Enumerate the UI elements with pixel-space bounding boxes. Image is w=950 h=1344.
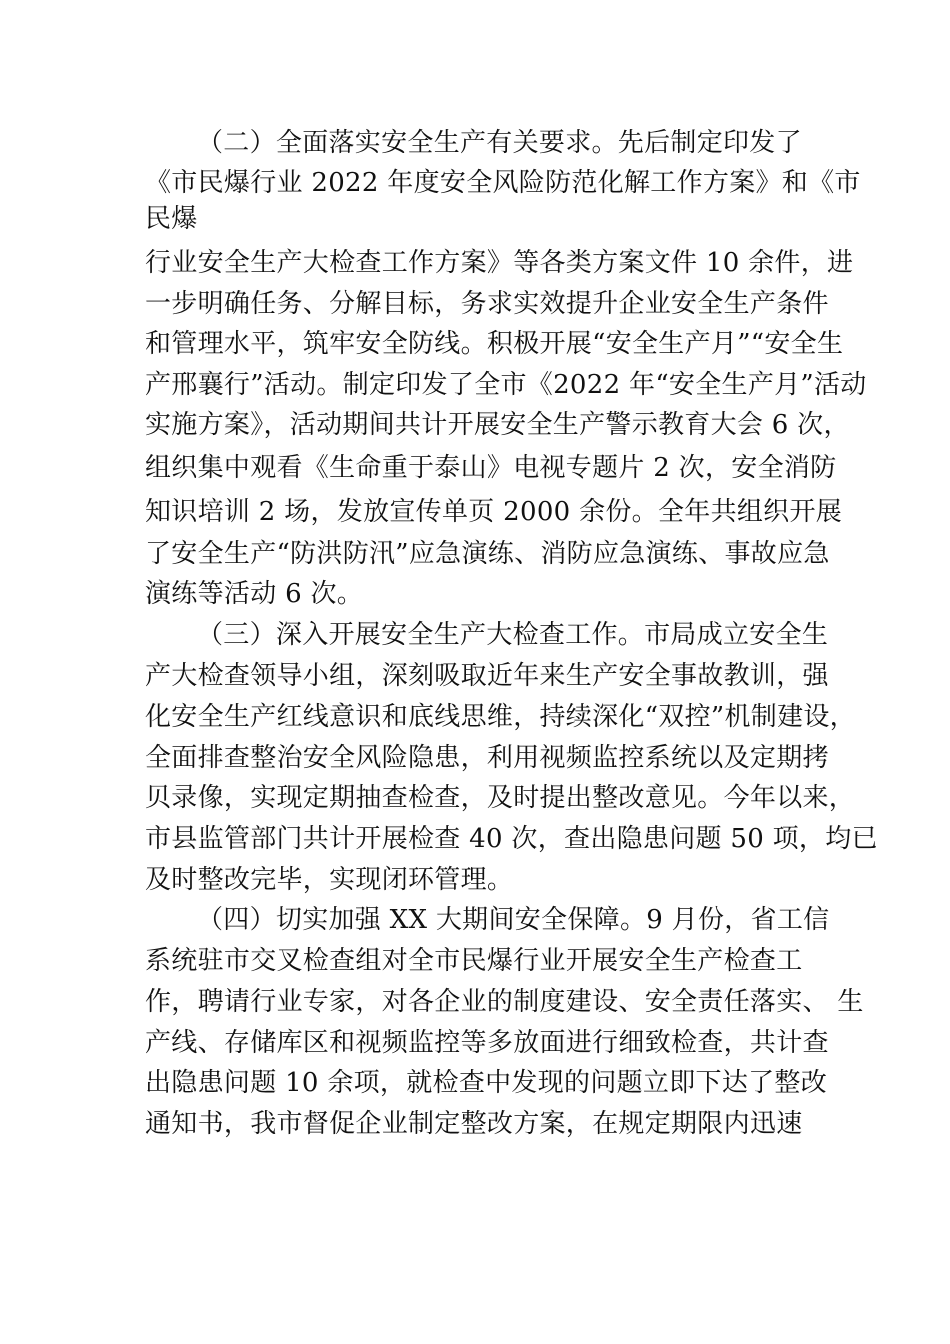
paragraph-4-line-3: 作，聘请行业专家，对各企业的制度建设、安全责任落实、 生 xyxy=(145,987,864,1017)
paragraph-2-line-5: 一步明确任务、分解目标，务求实效提升企业安全生产条件 xyxy=(145,289,829,319)
paragraph-4-line-4: 产线、存储库区和视频监控等多放面进行细致检查，共计查 xyxy=(145,1028,829,1058)
paragraph-3-line-7: 及时整改完毕，实现闭环管理。 xyxy=(145,865,514,895)
paragraph-2-line-7: 产邢襄行”活动。制定印发了全市《2022 年“安全生产月”活动 xyxy=(145,370,867,400)
paragraph-2-line-4: 行业安全生产大检查工作方案》等各类方案文件 10 余件，进 xyxy=(145,248,854,278)
paragraph-2-line-1: （二）全面落实安全生产有关要求。先后制定印发了 xyxy=(197,128,802,158)
paragraph-3-line-5: 贝录像，实现定期抽查检查，及时提出整改意见。今年以来， xyxy=(145,783,856,813)
paragraph-2-line-10: 知识培训 2 场，发放宣传单页 2000 余份。全年共组织开展 xyxy=(145,497,843,527)
paragraph-3-line-4: 全面排查整治安全风险隐患，利用视频监控系统以及定期拷 xyxy=(145,743,829,773)
paragraph-4-line-5: 出隐患问题 10 余项，就检查中发现的问题立即下达了整改 xyxy=(145,1068,828,1098)
paragraph-2-line-6: 和管理水平，筑牢安全防线。积极开展“安全生产月”“安全生 xyxy=(145,329,844,359)
paragraph-4-line-6: 通知书，我市督促企业制定整改方案，在规定期限内迅速 xyxy=(145,1109,803,1139)
paragraph-2-line-9: 组织集中观看《生命重于泰山》电视专题片 2 次，安全消防 xyxy=(145,453,837,483)
paragraph-2-line-2: 《市民爆行业 2022 年度安全风险防范化解工作方案》和《市 xyxy=(145,168,861,198)
paragraph-4-line-1: （四）切实加强 XX 大期间安全保障。9 月份，省工信 xyxy=(197,905,830,935)
paragraph-2-line-8: 实施方案》，活动期间共计开展安全生产警示教育大会 6 次， xyxy=(145,410,850,440)
paragraph-3-line-3: 化安全生产红线意识和底线思维，持续深化“双控”机制建设， xyxy=(145,702,856,732)
paragraph-3-line-6: 市县监管部门共计开展检查 40 次，查出隐患问题 50 项，均已 xyxy=(145,824,878,854)
paragraph-2-line-12: 演练等活动 6 次。 xyxy=(145,579,364,609)
paragraph-3-line-1: （三）深入开展安全生产大检查工作。市局成立安全生 xyxy=(197,620,829,650)
paragraph-4-line-2: 系统驻市交叉检查组对全市民爆行业开展安全生产检查工 xyxy=(145,946,803,976)
paragraph-2-line-11: 了安全生产“防洪防汛”应急演练、消防应急演练、事故应急 xyxy=(145,539,830,569)
paragraph-3-line-2: 产大检查领导小组，深刻吸取近年来生产安全事故教训，强 xyxy=(145,661,829,691)
paragraph-2-line-3: 民爆 xyxy=(145,204,198,234)
